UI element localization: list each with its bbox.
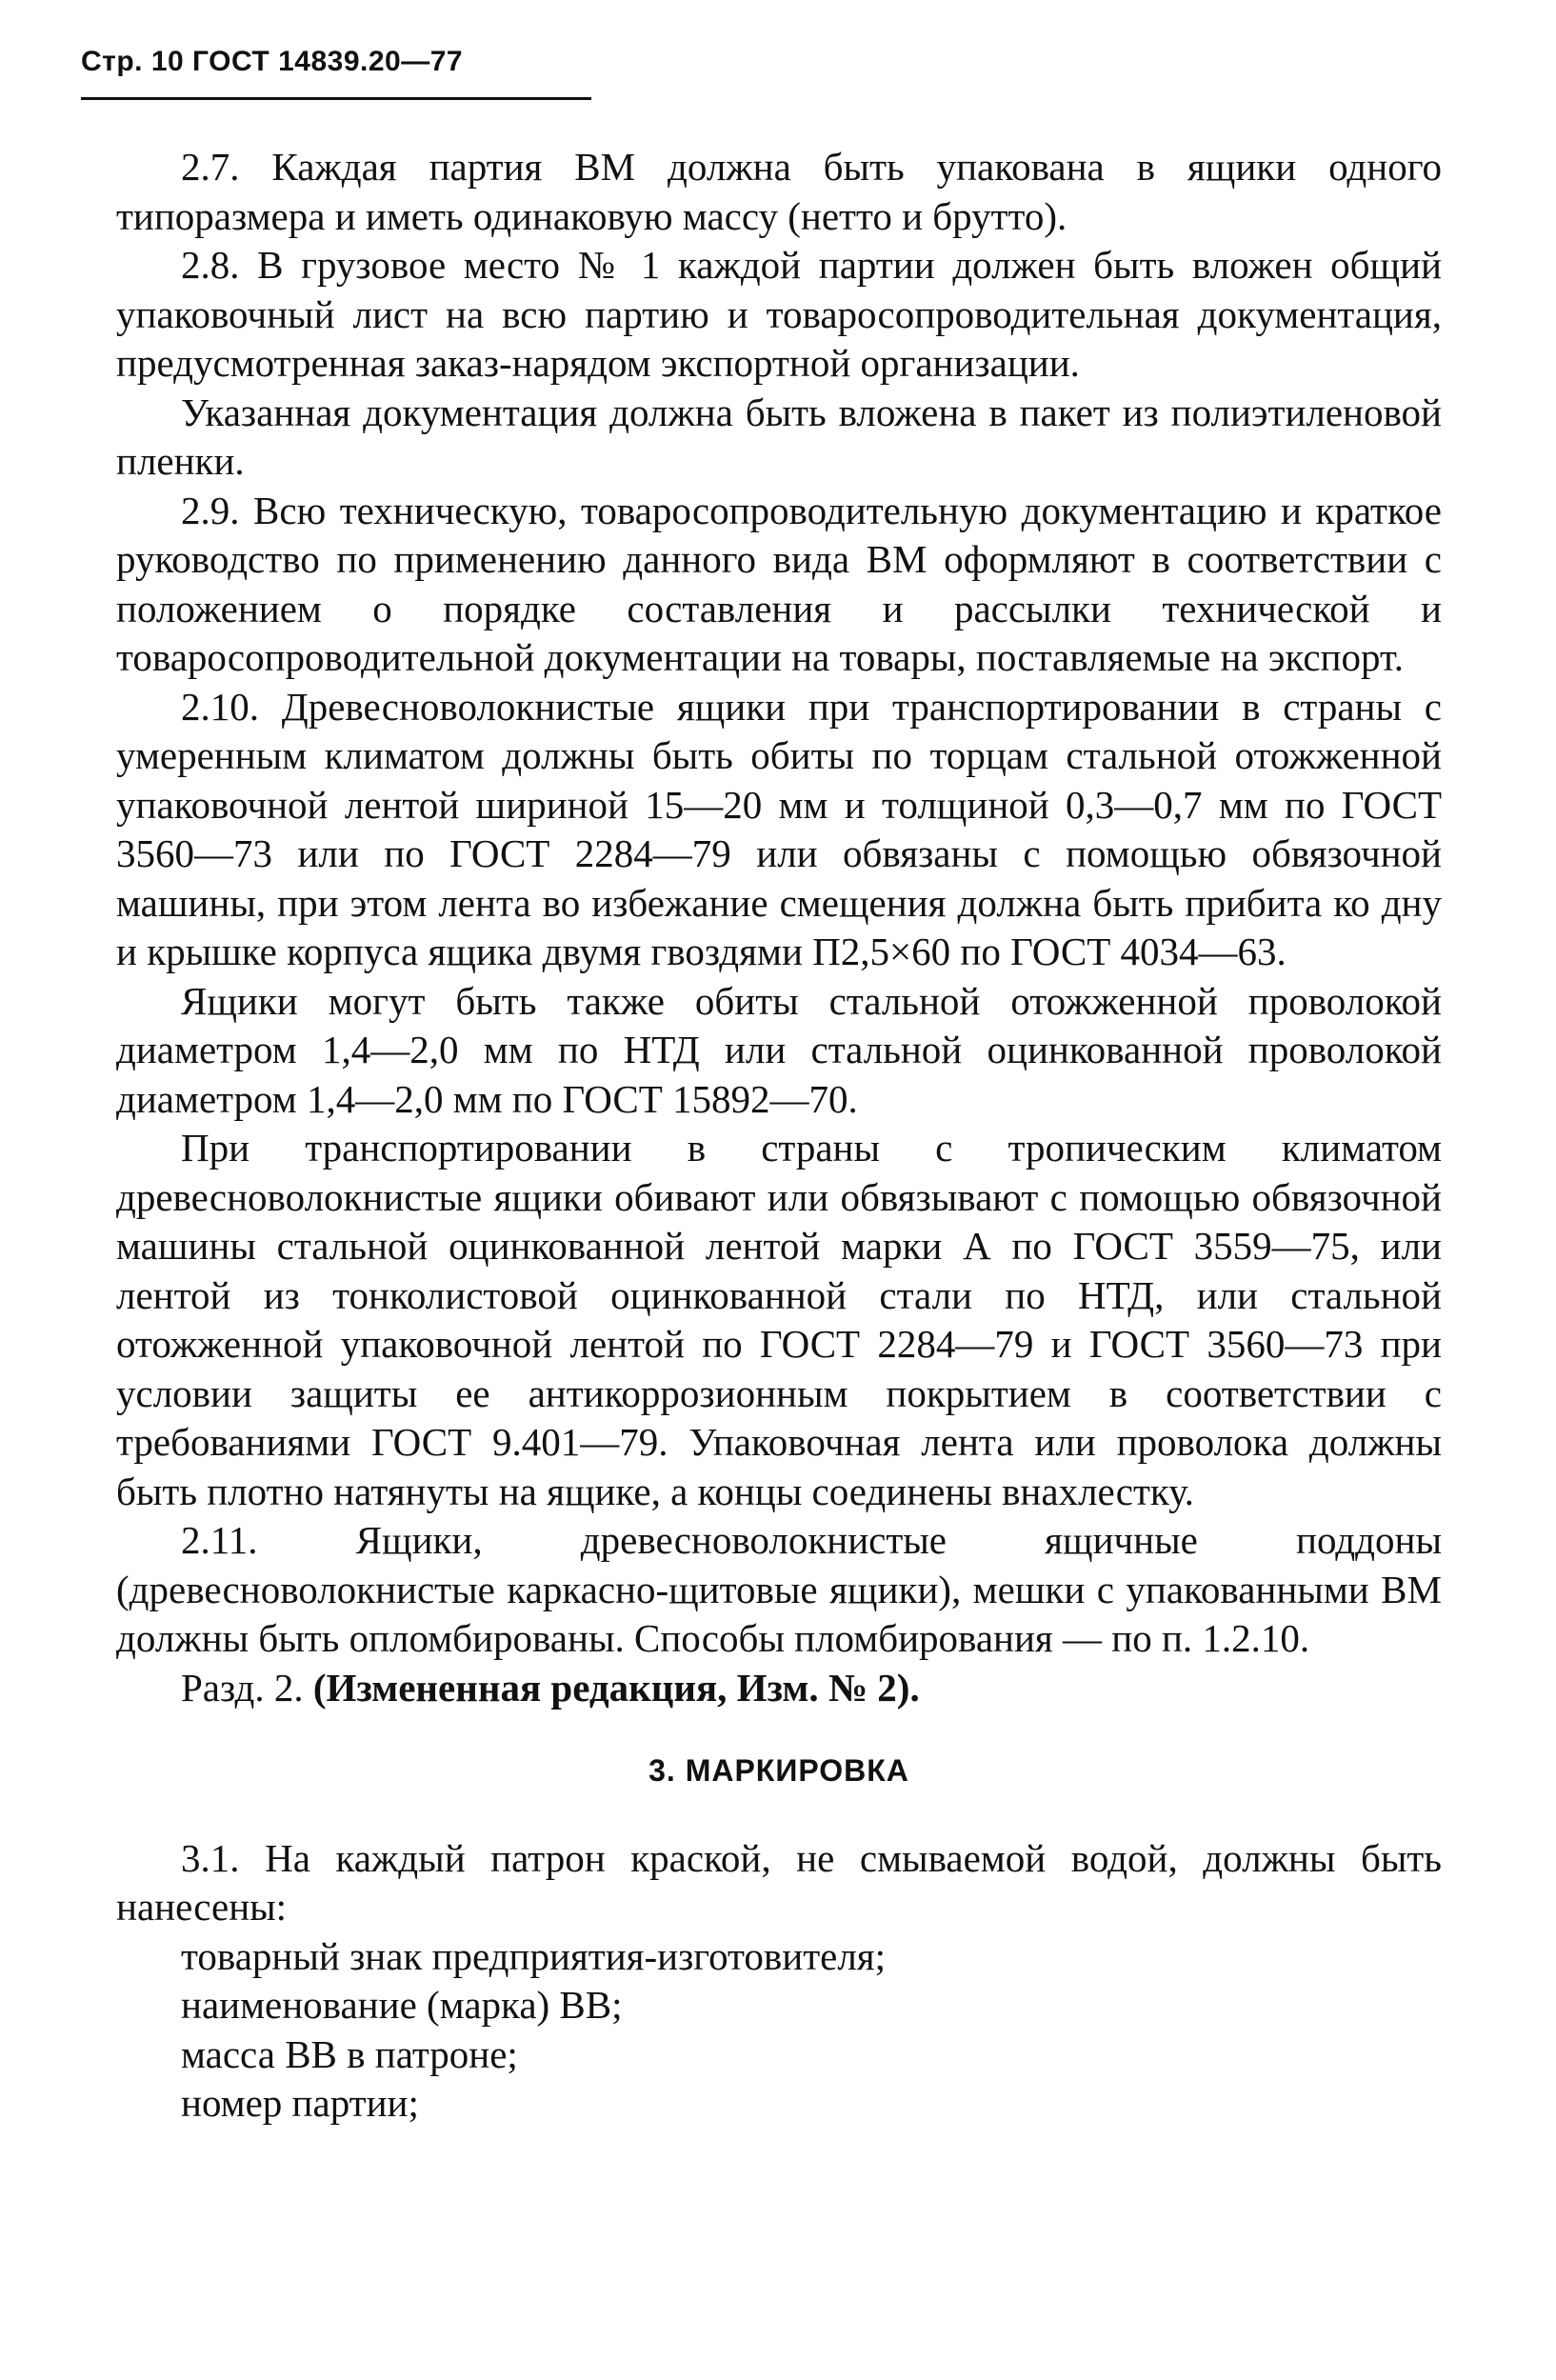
paragraph-2-8-note: Указанная документация должна быть вложена в пакет из полиэтиленовой пленки.	[116, 390, 1442, 483]
list-item: масса ВВ в патроне;	[181, 2031, 518, 2076]
list-item: номер партии;	[181, 2081, 419, 2125]
section-3-title: 3. МАРКИРОВКА	[648, 1753, 909, 1788]
header-rule	[81, 97, 591, 100]
paragraph-3-1: 3.1. На каждый патрон краской, не смываемой водой, должны быть нанесены:	[116, 1835, 1442, 1929]
paragraph-2-7: 2.7. Каждая партия ВМ должна быть упакована в ящики одного типоразмера и иметь одинаковую массу (нетто и брутто).	[116, 145, 1442, 238]
paragraph-2-8: 2.8. В грузовое место № 1 каждой партии должен быть вложен общий упаковочный лист на всю партию и товаросопроводительная документация, предусмотренная заказ-нарядом экспортной организации.	[116, 243, 1442, 385]
paragraph-2-10-tropical: При транспортировании в страны с тропическим климатом древесноволокнистые ящики обивают или обвязывают с помощью обвязочной машины стальной оцинкованной лентой марки А по ГОСТ 3559—75, или лентой из тонколистовой оцинкованной стали по НТД, или стальной отожженной упаковочной лентой по ГОСТ 2284—79 и ГОСТ 3560—73 при условии защиты ее антикоррозионным покрытием в соответствии с требованиями ГОСТ 9.401—79. Упаковочная лента или проволока должны быть плотно натянуты на ящике, а концы соединены внахлестку.	[116, 1126, 1442, 1513]
list-item: товарный знак предприятия-изготовителя;	[181, 1933, 887, 1978]
paragraph-2-11: 2.11. Ящики, древесноволокнистые ящичные поддоны (древесноволокнистые каркасно-щитовые ящики), мешки с упакованными ВМ должны быть опломбированы. Способы пломбирования — по п. 1.2.10.	[116, 1518, 1442, 1660]
amendment-prefix: Разд. 2.	[181, 1665, 304, 1710]
paragraph-2-10: 2.10. Древесноволокнистые ящики при транспортировании в страны с умеренным климатом должны быть обиты по торцам стальной отожженной упаковочной лентой шириной 15—20 мм и толщиной 0,3—0,7 мм по ГОСТ 3560—73 или по ГОСТ 2284—79 или обвязаны с помощью обвязочной машины, при этом лента во избежание смещения должна быть прибита ко дну и крышке корпуса ящика двумя гвоздями П2,5×60 по ГОСТ 4034—63.	[116, 684, 1442, 973]
list-item: наименование (марка) ВВ;	[181, 1983, 623, 2027]
document-body	[116, 143, 1442, 2129]
page-header: Стр. 10 ГОСТ 14839.20—77	[81, 46, 464, 77]
amendment-text: (Измененная редакция, Изм. № 2).	[312, 1665, 920, 1710]
paragraph-2-9: 2.9. Всю техническую, товаросопроводительную документацию и краткое руководство по применению данного вида ВМ оформляют в соответствии с положением о порядке составления и рассылки технической и товаросопроводительной документации на товары, поставляемые на экспорт.	[116, 488, 1442, 679]
section-2-amendment-note	[116, 1664, 1442, 1713]
paragraph-2-10-wire: Ящики могут быть также обиты стальной отожженной проволокой диаметром 1,4—2,0 мм по НТД или стальной оцинкованной проволокой диаметром 1,4—2,0 мм по ГОСТ 15892—70.	[116, 978, 1442, 1121]
